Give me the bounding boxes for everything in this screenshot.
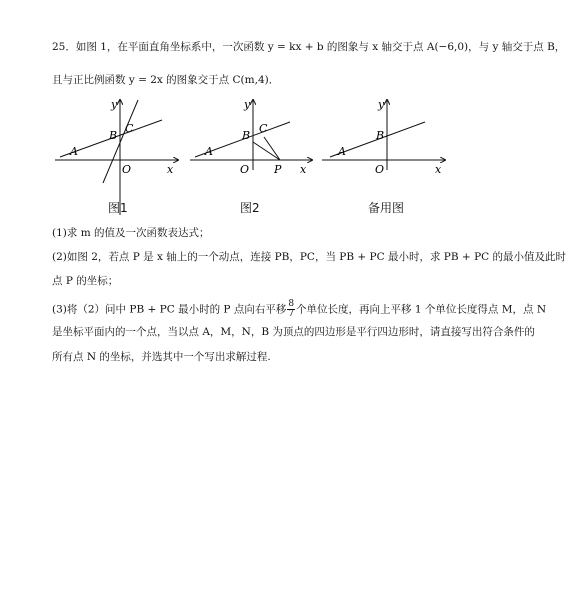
question-3-line-1-part-a: (3)将（2）问中 PB + PC 最小时的 P 点向右平移 xyxy=(52,303,287,316)
fig3-label-y: y xyxy=(378,98,385,111)
fig1-label-a: A xyxy=(70,145,78,158)
fraction-8-7 xyxy=(287,300,295,319)
fig3-label-b: B xyxy=(376,129,385,142)
problem-line-1: 25．如图 1，在平面直角坐标系中，一次函数 y = kx + b 的图象与 x 轴交于点 A(−6,0)，与 y 轴交于点 B， xyxy=(52,41,566,53)
fig2-label-b: B xyxy=(242,129,251,142)
fig2-label-o: O xyxy=(240,163,250,176)
question-2-line-1: (2)如图 2，若点 P 是 x 轴上的一个动点，连接 PB，PC，当 PB + PC 最小时，求 PB + PC 的最小值及此时 xyxy=(52,251,567,263)
question-3-line-1-part-b: 个单位长度，再向上平移 1 个单位长度得点 M，点 N xyxy=(296,303,547,316)
fig1-label-c: C xyxy=(125,122,134,135)
fig1-label-x: x xyxy=(167,163,174,176)
figure-2 xyxy=(190,98,312,176)
figures-row xyxy=(50,95,470,220)
fig3-label-o: O xyxy=(375,163,385,176)
fig2-label-a: A xyxy=(205,145,213,158)
question-3-line-1 xyxy=(52,300,546,319)
problem-line-2: 且与正比例函数 y = 2x 的图象交于点 C(m,4)． xyxy=(52,74,280,86)
fig2-label-p: P xyxy=(274,163,282,176)
fig2-label-x: x xyxy=(300,163,307,176)
fig1-label-o: O xyxy=(122,163,132,176)
fig1-label-b: B xyxy=(109,129,118,142)
figure-2-caption: 图2 xyxy=(240,201,260,215)
fig2-label-c: C xyxy=(259,122,268,135)
figure-1 xyxy=(55,98,178,215)
question-1: (1)求 m 的值及一次函数表达式； xyxy=(52,227,210,239)
fraction-denominator: 7 xyxy=(288,309,295,319)
fig2-label-y: y xyxy=(244,98,251,111)
question-3-line-2: 是坐标平面内的一个点，当以点 A，M，N，B 为顶点的四边形是平行四边形时，请直接写出符合条件的 xyxy=(52,326,535,338)
question-2-line-2: 点 P 的坐标； xyxy=(52,275,119,287)
fig1-label-y: y xyxy=(111,98,118,111)
figure-3-caption: 备用图 xyxy=(368,201,405,215)
figure-1-caption: 图1 xyxy=(108,201,128,215)
fig3-label-x: x xyxy=(435,163,442,176)
figure-3 xyxy=(322,98,445,176)
fraction-numerator: 8 xyxy=(288,299,295,309)
question-3-line-3: 所有点 N 的坐标，并选其中一个写出求解过程. xyxy=(52,351,271,363)
fig3-label-a: A xyxy=(338,145,346,158)
